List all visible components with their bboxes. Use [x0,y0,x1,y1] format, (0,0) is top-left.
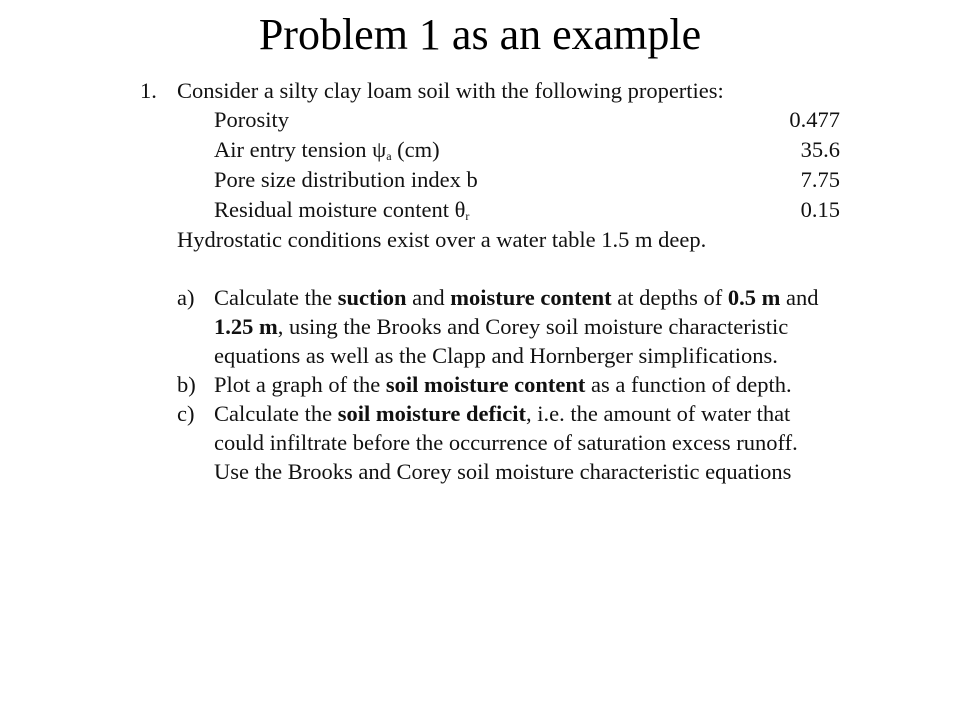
property-name-subscript: r [465,209,470,223]
text-run: as a function of depth. [585,372,792,397]
problem-statement [140,76,840,486]
bold-term: 0.5 m [727,285,781,310]
problem-intro-row [140,76,840,105]
property-row [140,165,840,195]
text-run: and [780,285,819,310]
text-run: and [406,285,451,310]
problem-number: 1. [140,78,157,103]
text-run: Calculate the [214,285,338,310]
part-a-text [214,283,834,370]
bold-term: 1.25 m [214,314,278,339]
hydrostatic-condition: Hydrostatic conditions exist over a water table 1.5 m deep. [177,227,707,252]
text-run: , using the Brooks and Corey soil moisture characteristic equations as well as the Clapp and Hornberger simplifications. [214,314,789,368]
part-c [140,399,840,486]
property-row [140,105,840,135]
part-b-text [214,370,834,399]
text-run: , i.e. the amount of water that could infiltrate before the occurrence of saturation excess runoff. Use the Brooks and Corey soil moisture characteristic equations [214,401,798,484]
bold-term: soil moisture deficit [337,401,527,426]
property-value: 0.477 [789,107,840,132]
property-name-after: (cm) [391,137,440,162]
text-run: at depths of [611,285,728,310]
property-row [140,195,840,225]
property-row [140,135,840,165]
bold-term: moisture content [450,285,612,310]
property-name: Pore size distribution index b [214,167,478,192]
property-name-main: Air entry tension ψ [214,137,387,162]
text-run: Calculate the [214,401,338,426]
property-name-subscript: a [386,149,392,163]
part-label: c) [177,401,195,426]
part-label: b) [177,372,196,397]
part-c-text [214,399,834,486]
bold-term: soil moisture content [385,372,586,397]
bold-term: suction [337,285,407,310]
slide-title: Problem 1 as an example [258,10,702,59]
text-run: Plot a graph of the [214,372,386,397]
part-label: a) [177,285,195,310]
property-name: Porosity [214,107,290,132]
property-value: 35.6 [800,137,840,162]
property-value: 7.75 [800,167,840,192]
problem-intro: Consider a silty clay loam soil with the following properties: [177,78,724,103]
property-name-main: Residual moisture content θ [214,197,466,222]
part-b [140,370,840,399]
part-a [140,283,840,370]
property-value: 0.15 [800,197,840,222]
